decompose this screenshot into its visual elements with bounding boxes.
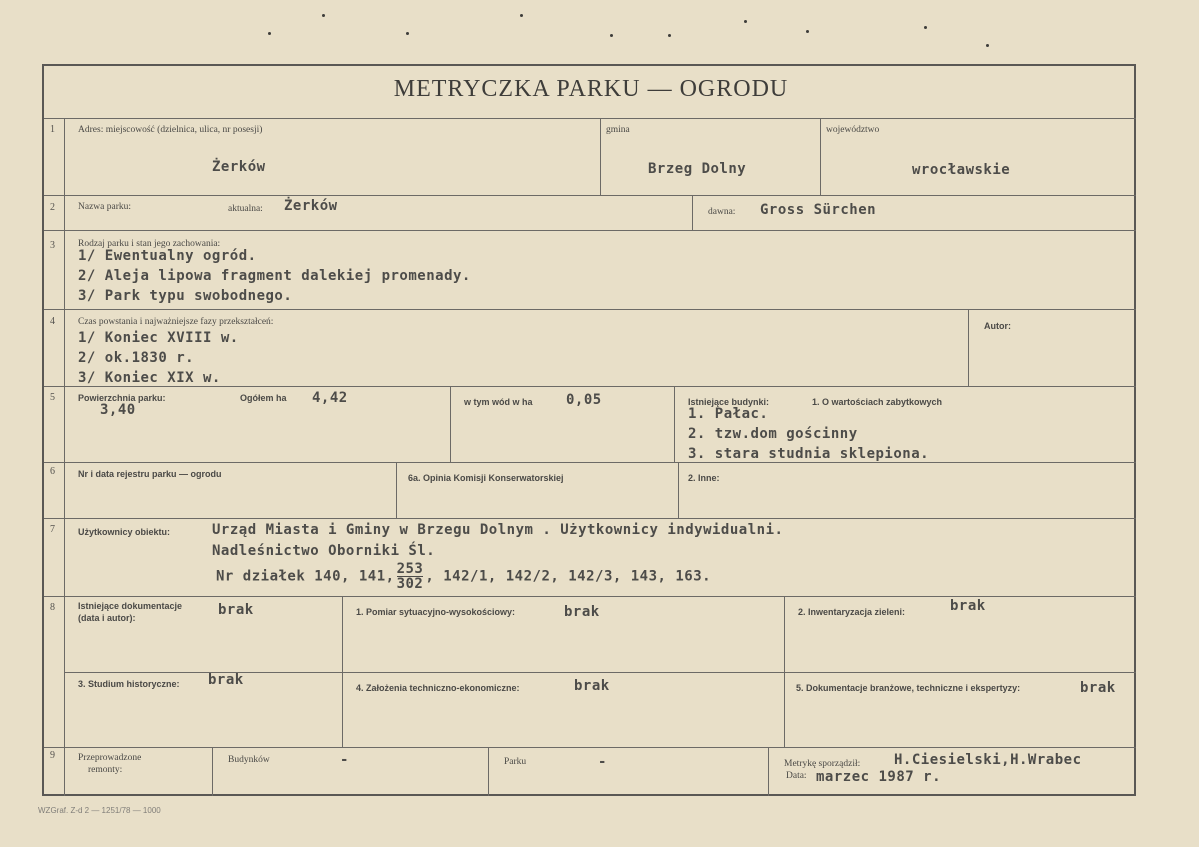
water-label: w tym wód w ha [464, 397, 533, 407]
address-label: Adres: miejscowość (dzielnica, ulica, nr posesji) [78, 125, 263, 135]
former-name-label: dawna: [708, 207, 736, 217]
docs-value: brak [218, 602, 254, 618]
date-value: marzec 1987 r. [816, 769, 942, 785]
gmina-value: Brzeg Dolny [648, 161, 747, 177]
speck [986, 44, 989, 47]
form-frame [42, 64, 1136, 796]
buildings-reno-value: - [340, 752, 349, 768]
users-line: Nadleśnictwo Oborniki Śl. [212, 543, 436, 559]
gmina-label: gmina [606, 125, 630, 135]
fraction-numerator: 253 [396, 561, 424, 577]
row-number: 1 [50, 124, 55, 135]
speck [322, 14, 325, 17]
author-label: Autor: [984, 321, 1011, 331]
row-number: 9 [50, 750, 55, 761]
row-number: 5 [50, 392, 55, 403]
users-line: Urząd Miasta i Gminy w Brzegu Dolnym . Użytkownicy indywidualni. [212, 522, 784, 538]
row-number: 7 [50, 524, 55, 535]
tech-econ-value: brak [574, 678, 610, 694]
speck [520, 14, 523, 17]
row-number: 2 [50, 202, 55, 213]
row-number: 6 [50, 466, 55, 477]
greenery-inventory-value: brak [950, 598, 986, 614]
voivodeship-label: województwo [826, 125, 880, 135]
speck [268, 32, 271, 35]
park-type-label: Rodzaj parku i stan jego zachowania: [78, 239, 221, 249]
docs-label: Istniejące dokumentacje [78, 601, 183, 611]
building-line: 2. tzw.dom gościnny [688, 426, 858, 442]
parcels-prefix: Nr działek 140, 141, [216, 568, 395, 585]
fraction-denominator: 302 [396, 576, 424, 592]
speck [806, 30, 809, 33]
speck [744, 20, 747, 23]
address-value: Żerków [212, 159, 266, 175]
parcels-suffix: , 142/1, 142/2, 142/3, 143, 163. [425, 568, 712, 585]
other-label: 2. Inne: [688, 473, 720, 483]
building-line: 1. Pałac. [688, 406, 769, 422]
docs-label-2: (data i autor): [78, 613, 136, 623]
renovations-label: Przeprowadzone [78, 753, 142, 763]
speck [668, 34, 671, 37]
survey-label: 1. Pomiar sytuacyjno-wysokościowy: [356, 607, 516, 617]
current-name-label: aktualna: [228, 204, 263, 214]
row-number: 4 [50, 316, 55, 327]
park-reno-label: Parku [504, 757, 527, 767]
history-label: Czas powstania i najważniejsze fazy przekształceń: [78, 317, 274, 327]
current-name-value: Żerków [284, 198, 338, 214]
historic-study-value: brak [208, 672, 244, 688]
former-name-value: Gross Sürchen [760, 202, 877, 218]
total-value: 4,42 [312, 390, 348, 406]
form-title: METRYCZKA PARKU — OGRODU [393, 76, 789, 102]
branch-docs-label: 5. Dokumentacje branżowe, techniczne i ekspertyzy: [796, 683, 1021, 693]
tech-econ-label: 4. Założenia techniczno-ekonomiczne: [356, 683, 520, 693]
speck [924, 26, 927, 29]
park-name-label: Nazwa parku: [78, 202, 132, 212]
row-number: 3 [50, 240, 55, 251]
renovations-label-2: remonty: [88, 765, 123, 775]
park-type-line: 1/ Ewentualny ogród. [78, 248, 257, 264]
parcels-line [216, 562, 711, 591]
area-value: 3,40 [100, 402, 136, 418]
voivodeship-value: wrocławskie [912, 162, 1011, 178]
history-line: 1/ Koniec XVIII w. [78, 330, 239, 346]
branch-docs-value: brak [1080, 680, 1116, 696]
total-label: Ogółem ha [240, 393, 287, 403]
buildings-reno-label: Budynków [228, 755, 270, 765]
historic-study-label: 3. Studium historyczne: [78, 679, 180, 689]
building-line: 3. stara studnia sklepiona. [688, 446, 930, 462]
historic-buildings-label: 1. O wartościach zabytkowych [812, 397, 943, 407]
buildings-label: Istniejące budynki: [688, 397, 770, 407]
print-footer: WZGraf. Z-d 2 — 1251/78 — 1000 [38, 806, 161, 815]
speck [610, 34, 613, 37]
park-type-line: 2/ Aleja lipowa fragment dalekiej promenady. [78, 268, 471, 284]
commission-opinion-label: 6a. Opinia Komisji Konserwatorskiej [408, 473, 564, 483]
history-line: 2/ ok.1830 r. [78, 350, 195, 366]
prepared-by-value: H.Ciesielski,H.Wrabec [894, 752, 1082, 768]
speck [406, 32, 409, 35]
history-line: 3/ Koniec XIX w. [78, 370, 221, 386]
row-number: 8 [50, 602, 55, 613]
register-label: Nr i data rejestru parku — ogrodu [78, 469, 222, 479]
users-label: Użytkownicy obiektu: [78, 527, 171, 537]
parcel-fraction [397, 562, 424, 591]
area-label: Powierzchnia parku: [78, 393, 166, 403]
park-reno-value: - [598, 754, 607, 770]
greenery-inventory-label: 2. Inwentaryzacja zieleni: [798, 607, 906, 617]
survey-value: brak [564, 604, 600, 620]
prepared-by-label: Metrykę sporządził: [784, 759, 861, 769]
date-label: Data: [786, 771, 807, 781]
park-type-line: 3/ Park typu swobodnego. [78, 288, 293, 304]
water-value: 0,05 [566, 392, 602, 408]
